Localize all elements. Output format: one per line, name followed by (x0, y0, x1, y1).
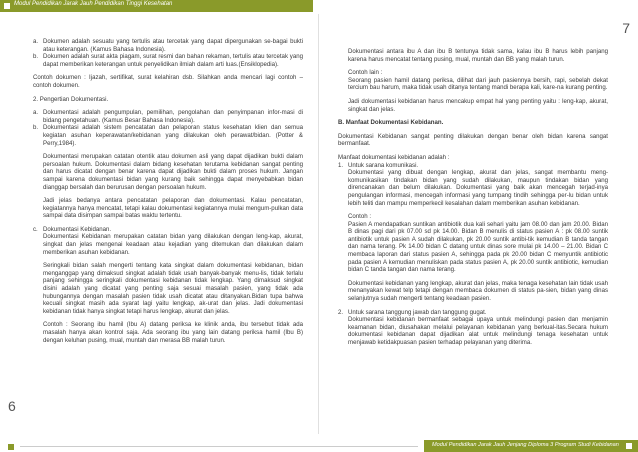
paragraph: Dokumentasi kebidanan yang lengkap, akurat dan jelas, maka tenaga kesehatan lain tidak usah menanyakan kewat telp tetapi dengan membaca dokumen di status pa-sien, bidan yang dinas selanjutnya sudah mengerti tentang keadaan pasien. (348, 279, 608, 303)
top-header-bar (0, 0, 638, 12)
list-item: 2. Untuk sarana tanggung jawab dan tanggung gugat. (338, 308, 487, 316)
list-item: c. Dokumentasi Kebidanan. (33, 225, 112, 233)
contoh-dokumen: Contoh dokumen : Ijazah, sertifikat, surat kelahiran dsb. Silahkan anda mencari lagi contoh – contoh dokumen. (33, 74, 303, 89)
list-item: b. Dokumentasi adalah sistem pencatatan dan pelaporan status kesehatan klien dan semua kegiatan asuhan keperawatan/kebidanan yang dilakukan oleh perawat/bidan. (Potter & Perry,1984). (33, 124, 303, 147)
paragraph: Pasien A mendapatkan suntikan antibiotik dua kali sehari yaitu jam 08.00 dan jam 20.00. Bidan B dinas pagi dari pk 07.00 sd pk 14.00. Bidan B menulis di status pasien A : pk 08.00 suntik antibiotik untuk pasien A sudah dilakukan, pk 20.00 suntik antibi-tik kemudian B tanda tangan dan nama terang. Pk 14.00 bidan C datang untuk dinas sore mulai pk 14.00 – 21.00. Bidan C membaca laporan dari status pasien A, sehingga pada pk 20.00 bidan C menyuntik antibiotic pada pasien A kemudian menuliskan pada status pasien A, pk 20.00 suntik antibiotic, kemudian bidan C tanda tangan dan nama terang. (348, 220, 608, 274)
paragraph: Dokumentasi Kebidanan merupakan catatan bidan yang dilakukan dengan leng-kap, akurat, singkat dan jelas mengenai keadaan atau kejadian yang ditemukan dan dilakukan dalam memberikan asuhan kebidanan. (43, 233, 303, 256)
footer-square-icon (8, 444, 14, 450)
section-heading: 2. Pengertian Dokumentasi. (33, 95, 109, 103)
footer-rule (20, 446, 418, 447)
paragraph: Jadi dokumentasi kebidanan harus mencakup empat hal yang penting yaitu : leng-kap, akurat, singkat dan jelas. (348, 97, 608, 113)
contoh-label: Contoh : (348, 213, 372, 221)
paragraph: Dokumentasi kebidanan bermanfaat sebagai upaya untuk melindungi pasien dan menjamin keamanan bidan, diusahakan melalui pelayanan kebidanan yang berkual-itas.Secara hukum dokumentasi kebidanan dapat dijadikan alat untuk melindungi tenaga kesehatan untuk menjawab ketidakpuasan pasien terhadap pelayanan yang diterima. (348, 316, 608, 346)
paragraph: Dokumentasi antara ibu A dan ibu B tentunya tidak sama, kalau ibu B harus lebih panjang karena harus mencatat tentang pusing, mual, muntah dan BB yang malah turun. (348, 48, 608, 63)
page-number-right: 7 (622, 20, 630, 36)
section-heading: B. Manfaat Dokumentasi Kebidanan. (338, 119, 444, 127)
footer-title: Modul Pendidikan Jarak Jauh Jenjang Diploma 3 Program Studi Kebidanan (432, 442, 619, 448)
header-band (0, 0, 313, 12)
footer-square-icon (626, 443, 632, 449)
header-title: Modul Pendidikan Jarak Jauh Pendidikan Tinggi Kesehatan (14, 1, 173, 7)
list-item: a. Dokumen adalah sesuatu yang tertulis atau tercetak yang dapat dipergunakan se-bagai bukti atau keterangan. (Kamus Bahasa Indonesia). (33, 38, 303, 53)
list-item: a. Dokumentasi adalah pengumpulan, pemilihan, pengolahan dan penyimpanan infor-masi di bidang pengetahuan. (Kamus Besar Bahasa Indonesia). (33, 109, 303, 124)
manfaat-intro: Manfaat dokumentasi kebidanan adalah : (338, 153, 450, 161)
page-number-left: 6 (8, 398, 16, 414)
paragraph: Dokumentasi merupakan catatan otentik atau dokumen asli yang dapat dijadikan bukti dalam persoalan hukum. Dokumentasi dalam bidang kesehatan terutama kebidanan sangat penting dan harus dicatat dengan benar karena dapat dijadikan bukti dalam proses hukum. Jangan sampai karena dokumentasi bidan yang kurang baik sehingga dapat menyebabkan bidan dianggap bersalah dan berurusan dengan persoalan hukum. (43, 153, 303, 191)
paragraph: Dokumentasi yang dibuat dengan lengkap, akurat dan jelas, sangat membantu meng-komunikasikan tindakan bidan yang sudah dilakukan, maupun tindakan bidan yang direncanakan dan belum dilakukan. Dokumentasi yang baik akan mencegah terjad-inya pengulangan informasi, mencegah informasi yang tumpang tindih sehingga per-lu bidan untuk lebih teliti dan mampu memperkecil kesalahan dalam memberikan asuhan kebidanan. (348, 169, 608, 207)
list-item: 1. Untuk sarana komunikasi. (338, 161, 419, 169)
paragraph: Dokumentasi Kebidanan sangat penting dilakukan dengan benar oleh bidan karena sangat bermanfaat. (338, 132, 608, 148)
left-column (33, 38, 303, 350)
header-square-icon (4, 3, 10, 9)
footer-band (424, 440, 638, 452)
paragraph: Jadi jelas bedanya antara pencatatan pelaporan dan dokumentasi. Kalau pencatatan, kegiatannya hanya mencatat, tetapi kalau dokumentasi kegiatannya mulai mengum-pulkan data sampai data disimpan sampai batas waktu tertentu. (43, 197, 303, 220)
paragraph: Seorang pasien hamil datang periksa, dilihat dari jauh pasiennya bersih, rapi, sebelah dekat tercium bau harum, maka tidak usah ditanya tentang mandi berapa kali, kare-na kurang penting. (348, 76, 608, 92)
contoh-label: Contoh lain : (348, 69, 383, 77)
header-blank (313, 0, 638, 12)
right-column (338, 48, 608, 353)
page-divider (318, 14, 319, 434)
list-item: b. Dokumen adalah surat akta piagam, surat resmi dan bahan rekaman, tertulis atau tercetak yang dapat memberikan keterangan untuk penyelidikan ilmiah dalam arti luas.(Ensiklopedia). (33, 53, 303, 68)
paragraph: Seringkali bidan salah mengerti tentang kata singkat dalam dokumentasi kebidanan, bidan menganggap yang dimaksud singkat adalah tidak usah banyak-banyak menu-lis, tidak terlalu panjang sehingga seringkali dokumentasi kebidanan tidak lengkap. Yang dimaksud singkat disini adalah yang dicatat yang penting saja sesuai masalah pasien, yang tidak ada hubungannya dengan masalah pasien tidak usah dicatat atau ditanyakan.Bidan tupa bahwa kecuali singkat masih ada syarat lagi yaitu lengkap, ak-urat dan jelas. Jadi dokumentasi kebidanan tidak hanya singkat tetapi harus lengkap, akurat dan jelas. (43, 262, 303, 315)
paragraph: Contoh : Seorang ibu hamil (Ibu A) datang periksa ke klinik anda, ibu tersebut tidak ada masalah hanya akan kontrol saja. Ada seorang ibu yang lain datang periksa hamil (Ibu B) dengan keluhan pusing, mual, muntah dan merasa BB malah turun. (43, 321, 303, 344)
